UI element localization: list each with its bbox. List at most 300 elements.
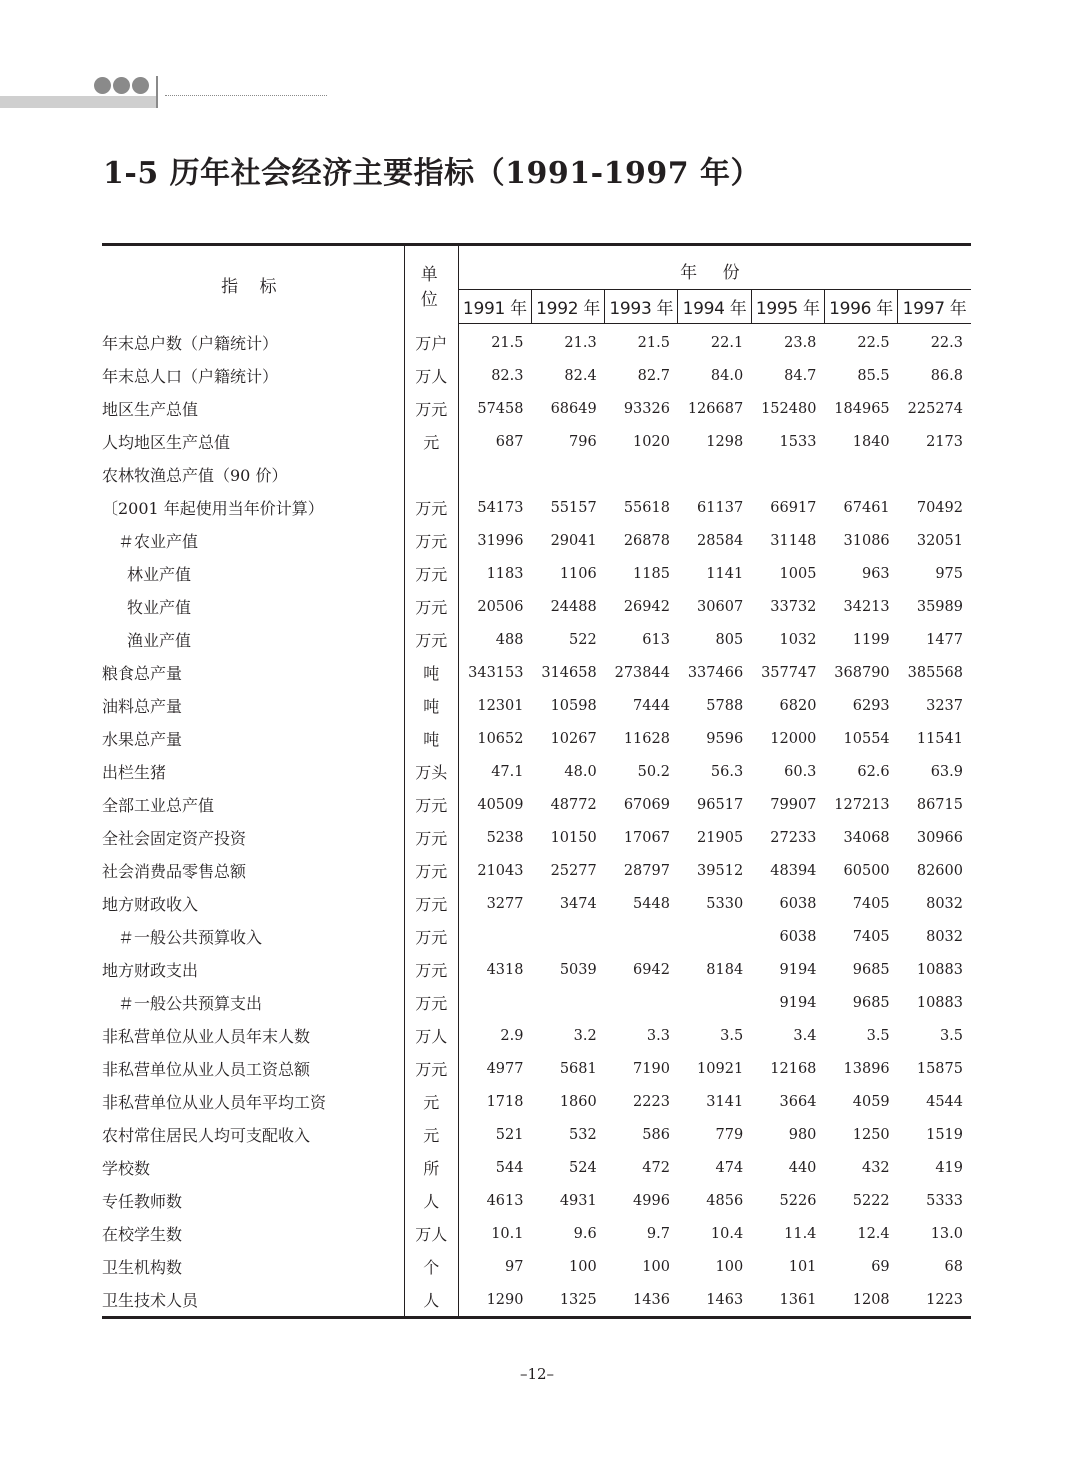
value-cell: 3474 — [559, 895, 597, 912]
table-row — [102, 425, 971, 458]
value-cell: 4856 — [706, 1192, 744, 1209]
value-cell: 96517 — [697, 796, 744, 813]
value-cell: 7405 — [852, 895, 890, 912]
value-cell: 23.8 — [784, 334, 817, 351]
value-cell: 10.4 — [710, 1225, 744, 1242]
table-row — [102, 1184, 971, 1217]
value-cell: 3237 — [926, 697, 963, 714]
value-cell: 100 — [642, 1258, 670, 1275]
indicator-cell: 卫生技术人员 — [102, 1283, 404, 1318]
value-cell: 1463 — [678, 1283, 751, 1318]
value-cell: 1185 — [633, 565, 670, 582]
value-cell: 273844 — [614, 664, 670, 681]
indicator-cell: 在校学生数 — [102, 1217, 404, 1250]
indicator-cell: 渔业产值 — [102, 623, 404, 656]
unit-cell: 万元 — [404, 623, 458, 656]
value-cell: 5222 — [852, 1192, 890, 1209]
value-cell: 22.1 — [710, 334, 744, 351]
unit-cell: 万人 — [404, 1019, 458, 1052]
unit-cell: 万元 — [404, 986, 458, 1019]
value-cell: 48772 — [550, 796, 597, 813]
value-cell: 21043 — [477, 862, 524, 879]
value-cell: 152480 — [761, 400, 817, 417]
unit-cell: 万人 — [404, 1217, 458, 1250]
value-cell: 368790 — [834, 664, 890, 681]
value-cell: 440 — [788, 1159, 817, 1176]
value-cell: 15875 — [916, 1060, 963, 1077]
value-cell: 586 — [642, 1126, 670, 1143]
value-cell: 3.2 — [573, 1027, 597, 1044]
value-cell: 1208 — [824, 1283, 897, 1318]
unit-cell: 万元 — [404, 953, 458, 986]
value-cell — [678, 920, 751, 953]
value-cell: 225274 — [907, 400, 963, 417]
indicator-cell: 农村常住居民人均可支配收入 — [102, 1118, 404, 1151]
table-row — [102, 986, 971, 1019]
value-cell: 337466 — [687, 664, 744, 681]
header-band — [0, 96, 156, 108]
value-cell: 28797 — [623, 862, 670, 879]
table-row — [102, 458, 971, 491]
value-cell: 1199 — [852, 631, 890, 648]
value-cell: 779 — [715, 1126, 744, 1143]
table-row — [102, 953, 971, 986]
unit-cell: 万元 — [404, 1052, 458, 1085]
value-cell: 6038 — [779, 928, 817, 945]
unit-cell: 元 — [404, 1118, 458, 1151]
value-cell: 30607 — [697, 598, 744, 615]
value-cell: 126687 — [687, 400, 744, 417]
value-cell — [605, 986, 678, 1019]
indicator-cell: ＃农业产值 — [102, 524, 404, 557]
value-cell: 21.3 — [564, 334, 597, 351]
value-cell: 4059 — [852, 1093, 890, 1110]
indicator-cell: 地方财政收入 — [102, 887, 404, 920]
value-cell: 5039 — [559, 961, 597, 978]
value-cell: 1361 — [751, 1283, 824, 1318]
value-cell: 419 — [935, 1159, 963, 1176]
unit-cell: 吨 — [404, 689, 458, 722]
header-indicator: 指 标 — [102, 245, 404, 324]
indicator-cell: 出栏生猪 — [102, 755, 404, 788]
unit-cell — [404, 458, 458, 491]
value-cell: 28584 — [697, 532, 744, 549]
header-year: 1995 年 — [751, 290, 824, 324]
value-cell: 67069 — [623, 796, 670, 813]
value-cell: 55618 — [623, 499, 670, 516]
value-cell: 56.3 — [710, 763, 744, 780]
value-cell: 11541 — [916, 730, 963, 747]
indicator-cell: 油料总产量 — [102, 689, 404, 722]
unit-cell: 吨 — [404, 722, 458, 755]
table-row — [102, 1118, 971, 1151]
indicator-cell: 卫生机构数 — [102, 1250, 404, 1283]
value-cell: 7190 — [633, 1060, 670, 1077]
header-year: 1993 年 — [605, 290, 678, 324]
indicator-cell: 非私营单位从业人员年末人数 — [102, 1019, 404, 1052]
value-cell: 63.9 — [930, 763, 963, 780]
header-year: 1992 年 — [531, 290, 604, 324]
table-row — [102, 887, 971, 920]
value-cell: 488 — [495, 631, 524, 648]
value-cell — [531, 986, 604, 1019]
indicator-cell: 学校数 — [102, 1151, 404, 1184]
table-row — [102, 920, 971, 953]
table-row — [102, 1019, 971, 1052]
value-cell: 357747 — [761, 664, 817, 681]
value-cell: 85.5 — [857, 367, 890, 384]
value-cell: 11628 — [623, 730, 670, 747]
value-cell: 21.5 — [637, 334, 670, 351]
value-cell: 30966 — [916, 829, 963, 846]
unit-cell: 个 — [404, 1250, 458, 1283]
value-cell: 31996 — [477, 532, 524, 549]
value-cell: 980 — [788, 1126, 817, 1143]
value-cell: 10598 — [550, 697, 597, 714]
value-cell: 26942 — [623, 598, 670, 615]
indicator-cell: 水果总产量 — [102, 722, 404, 755]
indicator-cell: 〔2001 年起使用当年价计算） — [102, 491, 404, 524]
value-cell: 9.7 — [646, 1225, 670, 1242]
indicator-cell: 专任教师数 — [102, 1184, 404, 1217]
dot-icon — [113, 77, 130, 94]
value-cell: 1533 — [779, 433, 817, 450]
value-cell: 32051 — [916, 532, 963, 549]
value-cell — [751, 458, 824, 491]
value-cell: 17067 — [623, 829, 670, 846]
value-cell: 7405 — [852, 928, 890, 945]
table-row — [102, 1250, 971, 1283]
value-cell: 1032 — [779, 631, 817, 648]
value-cell: 1840 — [852, 433, 890, 450]
value-cell: 27233 — [770, 829, 817, 846]
value-cell: 6942 — [633, 961, 670, 978]
indicator-cell: 牧业产值 — [102, 590, 404, 623]
value-cell: 5788 — [706, 697, 744, 714]
value-cell: 1477 — [926, 631, 963, 648]
value-cell: 24488 — [550, 598, 597, 615]
value-cell: 343153 — [468, 664, 524, 681]
value-cell: 60.3 — [784, 763, 817, 780]
unit-cell: 万元 — [404, 590, 458, 623]
indicator-cell: 非私营单位从业人员年平均工资 — [102, 1085, 404, 1118]
header-year: 1997 年 — [898, 290, 971, 324]
value-cell: 2.9 — [500, 1027, 524, 1044]
table-row — [102, 821, 971, 854]
value-cell: 3.5 — [939, 1027, 963, 1044]
value-cell: 9596 — [706, 730, 744, 747]
value-cell: 20506 — [477, 598, 524, 615]
value-cell: 9194 — [779, 961, 817, 978]
value-cell: 4544 — [926, 1093, 963, 1110]
value-cell: 9685 — [852, 994, 890, 1011]
value-cell: 48.0 — [564, 763, 597, 780]
indicator-cell: 非私营单位从业人员工资总额 — [102, 1052, 404, 1085]
value-cell — [458, 986, 531, 1019]
value-cell: 4977 — [486, 1060, 524, 1077]
value-cell — [531, 920, 604, 953]
value-cell — [458, 458, 531, 491]
value-cell: 963 — [861, 565, 890, 582]
indicator-cell: 人均地区生产总值 — [102, 425, 404, 458]
unit-cell: 万元 — [404, 392, 458, 425]
value-cell: 3277 — [486, 895, 524, 912]
unit-cell: 万户 — [404, 324, 458, 360]
value-cell: 3141 — [706, 1093, 744, 1110]
value-cell: 524 — [569, 1159, 597, 1176]
table-row — [102, 656, 971, 689]
value-cell: 3.5 — [866, 1027, 890, 1044]
indicator-cell: 粮食总产量 — [102, 656, 404, 689]
value-cell: 1718 — [486, 1093, 524, 1110]
value-cell: 4318 — [486, 961, 524, 978]
table-row — [102, 1217, 971, 1250]
value-cell — [678, 458, 751, 491]
unit-cell: 万元 — [404, 821, 458, 854]
value-cell: 1250 — [852, 1126, 890, 1143]
value-cell: 11.4 — [784, 1225, 817, 1242]
value-cell: 10883 — [916, 961, 963, 978]
table-row — [102, 1085, 971, 1118]
indicator-cell: 地方财政支出 — [102, 953, 404, 986]
value-cell: 6293 — [852, 697, 890, 714]
value-cell: 1106 — [559, 565, 597, 582]
indicator-cell: ＃一般公共预算支出 — [102, 986, 404, 1019]
value-cell: 385568 — [907, 664, 963, 681]
header-year: 1991 年 — [458, 290, 531, 324]
value-cell: 1005 — [779, 565, 817, 582]
value-cell: 22.3 — [930, 334, 963, 351]
value-cell: 474 — [715, 1159, 744, 1176]
value-cell: 50.2 — [637, 763, 670, 780]
value-cell: 47.1 — [491, 763, 524, 780]
value-cell: 34213 — [843, 598, 890, 615]
unit-cell: 吨 — [404, 656, 458, 689]
value-cell: 26878 — [623, 532, 670, 549]
value-cell: 31148 — [770, 532, 817, 549]
page-number: –12– — [519, 1365, 555, 1383]
value-cell: 21.5 — [491, 334, 524, 351]
table-row — [102, 524, 971, 557]
value-cell: 314658 — [541, 664, 597, 681]
value-cell: 3.4 — [793, 1027, 817, 1044]
value-cell: 4931 — [559, 1192, 597, 1209]
value-cell: 12000 — [770, 730, 817, 747]
indicator-cell: 社会消费品零售总额 — [102, 854, 404, 887]
value-cell: 9685 — [852, 961, 890, 978]
header-dotted-rule — [165, 95, 327, 96]
value-cell: 68 — [944, 1258, 963, 1275]
value-cell: 1436 — [605, 1283, 678, 1318]
value-cell: 70492 — [916, 499, 963, 516]
value-cell: 48394 — [770, 862, 817, 879]
table-row — [102, 557, 971, 590]
value-cell: 10883 — [916, 994, 963, 1011]
unit-cell: 万元 — [404, 557, 458, 590]
table-row — [102, 324, 971, 360]
table-row — [102, 1052, 971, 1085]
dot-icon — [132, 77, 149, 94]
unit-cell: 人 — [404, 1184, 458, 1217]
value-cell: 22.5 — [857, 334, 890, 351]
value-cell: 84.7 — [784, 367, 817, 384]
header-year: 1994 年 — [678, 290, 751, 324]
unit-cell: 万元 — [404, 788, 458, 821]
value-cell: 7444 — [633, 697, 670, 714]
value-cell: 86.8 — [930, 367, 963, 384]
indicator-cell: 农林牧渔总产值（90 价） — [102, 458, 404, 491]
dot-icon — [94, 77, 111, 94]
value-cell: 5330 — [706, 895, 744, 912]
value-cell: 2223 — [633, 1093, 670, 1110]
unit-cell: 万元 — [404, 491, 458, 524]
value-cell: 1223 — [898, 1283, 971, 1318]
value-cell: 82600 — [916, 862, 963, 879]
header-year: 1996 年 — [824, 290, 897, 324]
value-cell: 62.6 — [857, 763, 890, 780]
value-cell: 8032 — [926, 928, 963, 945]
indicator-cell: 林业产值 — [102, 557, 404, 590]
value-cell: 35989 — [916, 598, 963, 615]
indicator-cell: 年末总人口（户籍统计） — [102, 359, 404, 392]
value-cell: 472 — [642, 1159, 670, 1176]
value-cell: 10921 — [697, 1060, 744, 1077]
value-cell: 5333 — [926, 1192, 963, 1209]
unit-cell: 人 — [404, 1283, 458, 1318]
unit-cell: 元 — [404, 425, 458, 458]
value-cell: 97 — [505, 1258, 524, 1275]
value-cell: 10150 — [550, 829, 597, 846]
unit-cell: 万元 — [404, 854, 458, 887]
value-cell — [678, 986, 751, 1019]
value-cell: 184965 — [834, 400, 890, 417]
value-cell: 532 — [569, 1126, 597, 1143]
value-cell — [605, 458, 678, 491]
value-cell: 21905 — [697, 829, 744, 846]
value-cell: 10.1 — [491, 1225, 524, 1242]
value-cell: 10267 — [550, 730, 597, 747]
value-cell: 1020 — [633, 433, 670, 450]
table-row — [102, 722, 971, 755]
value-cell: 33732 — [770, 598, 817, 615]
table-row — [102, 755, 971, 788]
value-cell: 13.0 — [930, 1225, 963, 1242]
indicator-cell: 地区生产总值 — [102, 392, 404, 425]
table-row — [102, 590, 971, 623]
value-cell: 82.4 — [564, 367, 597, 384]
unit-cell: 万元 — [404, 887, 458, 920]
value-cell: 5238 — [486, 829, 524, 846]
table-row — [102, 1151, 971, 1184]
indicators-table — [102, 243, 971, 1319]
value-cell: 12.4 — [857, 1225, 890, 1242]
value-cell: 100 — [569, 1258, 597, 1275]
value-cell: 8184 — [706, 961, 744, 978]
value-cell: 6820 — [779, 697, 817, 714]
value-cell — [458, 920, 531, 953]
value-cell: 67461 — [843, 499, 890, 516]
unit-cell: 万人 — [404, 359, 458, 392]
value-cell: 1290 — [458, 1283, 531, 1318]
value-cell: 6038 — [779, 895, 817, 912]
value-cell: 25277 — [550, 862, 597, 879]
value-cell: 68649 — [550, 400, 597, 417]
unit-cell: 万元 — [404, 920, 458, 953]
value-cell — [605, 920, 678, 953]
value-cell: 84.0 — [710, 367, 744, 384]
value-cell: 1325 — [531, 1283, 604, 1318]
value-cell: 93326 — [623, 400, 670, 417]
value-cell: 2173 — [926, 433, 963, 450]
unit-cell: 元 — [404, 1085, 458, 1118]
table-row — [102, 854, 971, 887]
unit-cell: 万头 — [404, 755, 458, 788]
value-cell: 613 — [642, 631, 670, 648]
value-cell: 39512 — [697, 862, 744, 879]
table-row — [102, 788, 971, 821]
value-cell: 9194 — [779, 994, 817, 1011]
value-cell: 805 — [715, 631, 744, 648]
value-cell: 3664 — [779, 1093, 817, 1110]
value-cell: 1519 — [926, 1126, 963, 1143]
value-cell: 432 — [861, 1159, 890, 1176]
value-cell: 127213 — [834, 796, 890, 813]
value-cell: 3.3 — [646, 1027, 670, 1044]
indicator-cell: 全部工业总产值 — [102, 788, 404, 821]
indicator-cell: ＃一般公共预算收入 — [102, 920, 404, 953]
indicator-cell: 年末总户数（户籍统计） — [102, 324, 404, 360]
value-cell: 8032 — [926, 895, 963, 912]
value-cell: 82.7 — [637, 367, 670, 384]
unit-cell: 所 — [404, 1151, 458, 1184]
value-cell: 4613 — [486, 1192, 524, 1209]
header-unit: 单 位 — [404, 245, 458, 324]
value-cell: 975 — [935, 565, 963, 582]
value-cell: 1183 — [486, 565, 524, 582]
value-cell: 66917 — [770, 499, 817, 516]
value-cell: 40509 — [477, 796, 524, 813]
value-cell: 522 — [569, 631, 597, 648]
value-cell: 687 — [495, 433, 524, 450]
value-cell: 10554 — [843, 730, 890, 747]
value-cell: 5681 — [559, 1060, 597, 1077]
value-cell: 61137 — [697, 499, 744, 516]
value-cell: 13896 — [843, 1060, 890, 1077]
header-years-group: 年 份 — [458, 245, 971, 290]
table-row — [102, 623, 971, 656]
value-cell: 69 — [871, 1258, 890, 1275]
table-row — [102, 689, 971, 722]
unit-cell: 万元 — [404, 524, 458, 557]
table-row — [102, 1283, 971, 1318]
table-body — [102, 324, 971, 1318]
value-cell: 521 — [495, 1126, 524, 1143]
page-title: 1-5 历年社会经济主要指标（1991-1997 年） — [103, 156, 762, 191]
value-cell: 1860 — [559, 1093, 597, 1110]
value-cell: 5226 — [779, 1192, 817, 1209]
value-cell — [531, 458, 604, 491]
value-cell: 29041 — [550, 532, 597, 549]
value-cell: 86715 — [916, 796, 963, 813]
indicator-cell: 全社会固定资产投资 — [102, 821, 404, 854]
value-cell: 5448 — [633, 895, 670, 912]
value-cell: 57458 — [477, 400, 524, 417]
header-dots-icon — [94, 77, 149, 97]
value-cell: 4996 — [633, 1192, 670, 1209]
value-cell: 1298 — [706, 433, 744, 450]
value-cell: 1141 — [706, 565, 744, 582]
value-cell: 54173 — [477, 499, 524, 516]
